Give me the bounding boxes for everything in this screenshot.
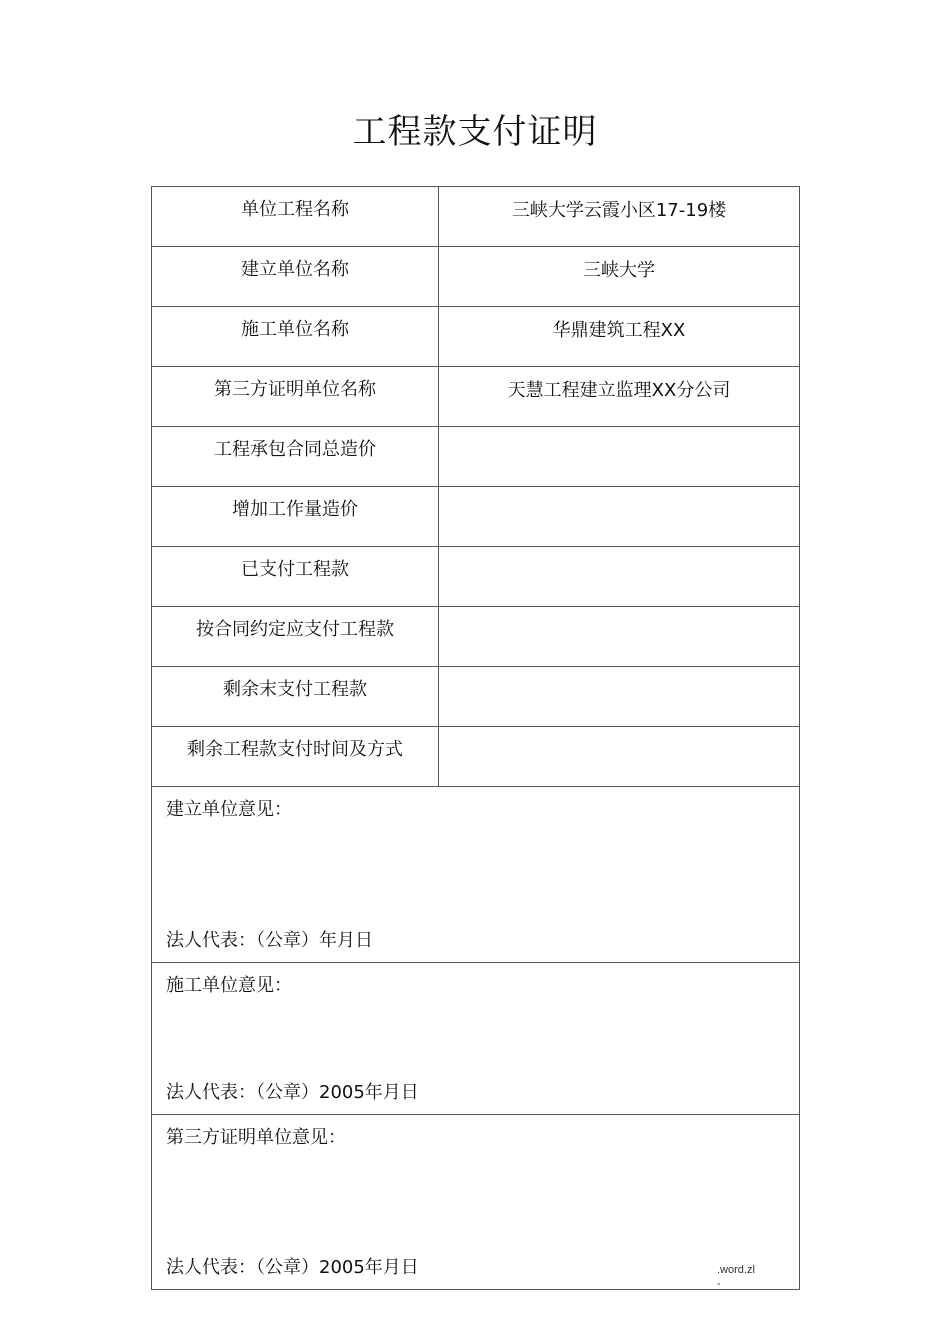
row-label-added-work: 增加工作量造价 — [152, 487, 439, 547]
row-value-contract-total — [439, 427, 800, 487]
table-row — [152, 187, 800, 247]
row-value-remaining-amount — [439, 667, 800, 727]
row-label-client-name: 建立单位名称 — [152, 247, 439, 307]
opinion-cell-contractor — [152, 963, 800, 1115]
table-row — [152, 487, 800, 547]
row-label-contract-total: 工程承包合同总造价 — [152, 427, 439, 487]
row-value-third-party-name: 天慧工程建立监理XX分公司 — [439, 367, 800, 427]
row-label-paid-amount: 已支付工程款 — [152, 547, 439, 607]
table-row — [152, 367, 800, 427]
opinion-title-client: 建立单位意见： — [166, 799, 292, 820]
opinion-cell-client — [152, 787, 800, 963]
opinion-signature-client: 法人代表：（公章）年月日 — [166, 930, 373, 951]
opinion-cell-third-party — [152, 1115, 800, 1290]
opinion-row-contractor — [152, 963, 800, 1115]
opinion-row-third-party — [152, 1115, 800, 1290]
table-row — [152, 727, 800, 787]
row-label-contractor-name: 施工单位名称 — [152, 307, 439, 367]
opinion-title-contractor: 施工单位意见： — [166, 975, 292, 996]
table-row — [152, 607, 800, 667]
opinion-title-third-party: 第三方证明单位意见： — [166, 1127, 346, 1148]
row-value-payment-schedule — [439, 727, 800, 787]
row-value-client-name: 三峡大学 — [439, 247, 800, 307]
document-title: 工程款支付证明 — [352, 112, 598, 152]
opinion-row-client — [152, 787, 800, 963]
row-label-due-amount: 按合同约定应支付工程款 — [152, 607, 439, 667]
payment-form-table — [151, 186, 800, 1290]
opinion-signature-contractor: 法人代表：（公章）2005年月日 — [166, 1082, 419, 1103]
row-label-project-name: 单位工程名称 — [152, 187, 439, 247]
row-value-contractor-name: 华鼎建筑工程XX — [439, 307, 800, 367]
opinion-signature-third-party: 法人代表：（公章）2005年月日 — [166, 1257, 419, 1278]
row-label-payment-schedule: 剩余工程款支付时间及方式 — [152, 727, 439, 787]
row-label-third-party-name: 第三方证明单位名称 — [152, 367, 439, 427]
footer-dash: - — [717, 1278, 721, 1290]
row-value-project-name: 三峡大学云霞小区17-19楼 — [439, 187, 800, 247]
table-row — [152, 427, 800, 487]
row-label-remaining-amount: 剩余末支付工程款 — [152, 667, 439, 727]
footer-source-text: .word.zl — [717, 1264, 755, 1276]
table-row — [152, 307, 800, 367]
table-row — [152, 547, 800, 607]
table-row — [152, 667, 800, 727]
row-value-added-work — [439, 487, 800, 547]
table-row — [152, 247, 800, 307]
row-value-paid-amount — [439, 547, 800, 607]
row-value-due-amount — [439, 607, 800, 667]
